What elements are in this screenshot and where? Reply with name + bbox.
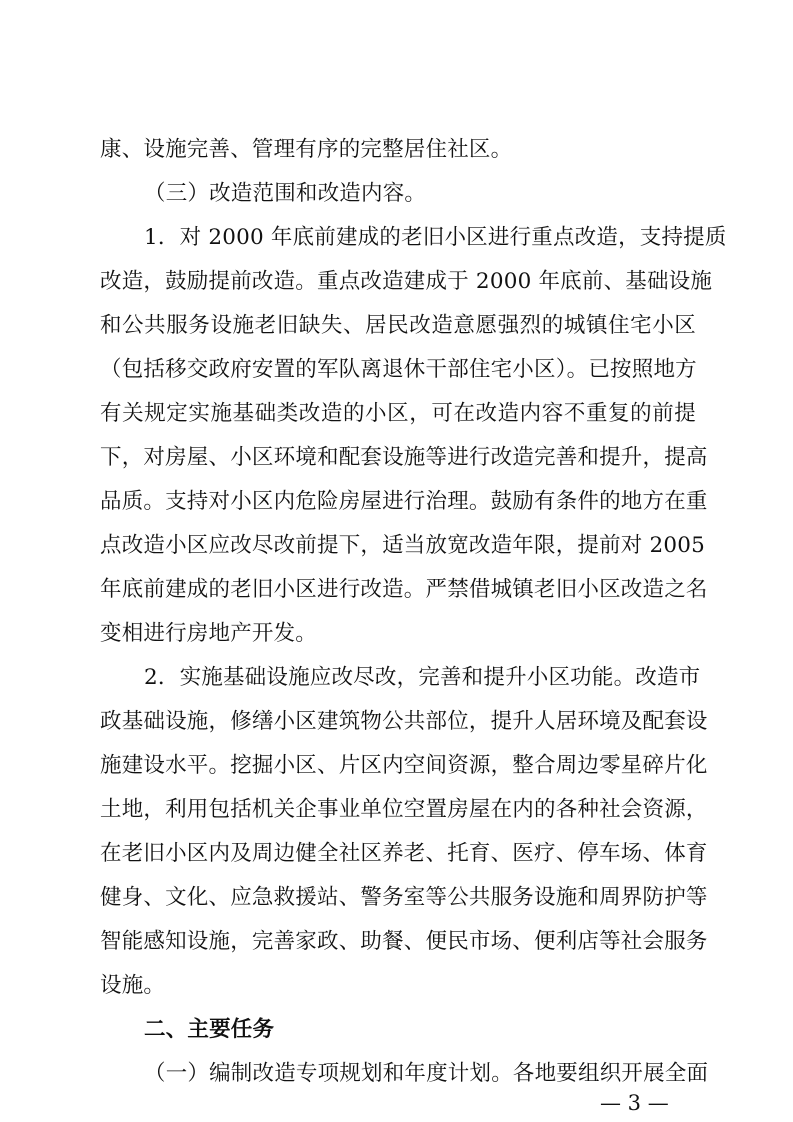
text-line-5: 和公共服务设施老旧缺失、居民改造意愿强烈的城镇住宅小区 <box>100 313 696 338</box>
text-line-10: 点改造小区应改尽改前提下，适当放宽改造年限，提前对 2005 <box>100 533 706 558</box>
text-line-11: 年底前建成的老旧小区进行改造。严禁借城镇老旧小区改造之名 <box>100 577 708 602</box>
text-line-1: 康、设施完善、管理有序的完整居住社区。 <box>100 137 513 162</box>
text-line-22: （一）编制改造专项规划和年度计划。各地要组织开展全面 <box>144 1061 709 1086</box>
text-line-7: 有关规定实施基础类改造的小区，可在改造内容不重复的前提 <box>100 401 696 426</box>
text-line-6: （包括移交政府安置的军队离退休干部住宅小区）。已按照地方 <box>100 357 697 382</box>
text-line-8: 下，对房屋、小区环境和配套设施等进行改造完善和提升，提高 <box>100 445 708 470</box>
text-line-15: 施建设水平。挖掘小区、片区内空间资源，整合周边零星碎片化 <box>100 753 708 778</box>
text-line-9: 品质。支持对小区内危险房屋进行治理。鼓励有条件的地方在重 <box>100 489 708 514</box>
section-heading-main-tasks: 二、主要任务 <box>144 1017 275 1042</box>
section-subheading-3: （三）改造范围和改造内容。 <box>144 181 427 206</box>
text-line-16: 土地，利用包括机关企事业单位空置房屋在内的各种社会资源， <box>100 797 708 822</box>
text-line-18: 健身、文化、应急救援站、警务室等公共服务设施和周界防护等 <box>100 885 708 910</box>
text-line-3: 1．对 2000 年底前建成的老旧小区进行重点改造，支持提质 <box>144 225 727 250</box>
text-line-14: 政基础设施，修缮小区建筑物公共部位，提升人居环境及配套设 <box>100 709 708 734</box>
page-number: — 3 — <box>600 1091 669 1115</box>
text-line-20: 设施。 <box>100 973 166 998</box>
text-line-19: 智能感知设施，完善家政、助餐、便民市场、便利店等社会服务 <box>100 929 708 954</box>
text-line-17: 在老旧小区内及周边健全社区养老、托育、医疗、停车场、体育 <box>100 841 708 866</box>
text-line-13: 2．实施基础设施应改尽改，完善和提升小区功能。改造市 <box>144 665 701 690</box>
text-line-12: 变相进行房地产开发。 <box>100 621 318 646</box>
text-line-4: 改造，鼓励提前改造。重点改造建成于 2000 年底前、基础设施 <box>100 269 713 294</box>
